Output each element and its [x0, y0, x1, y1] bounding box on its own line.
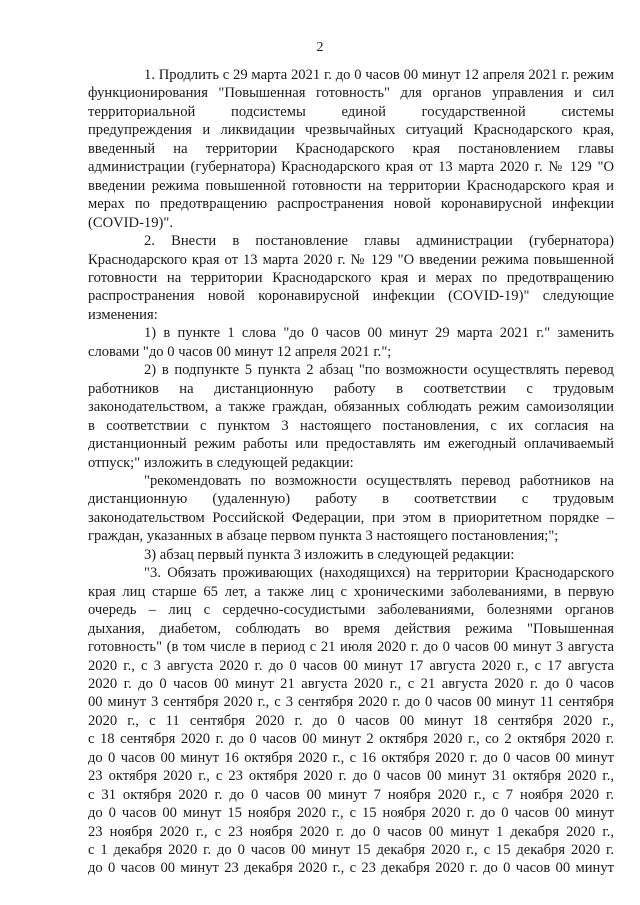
text-line: 23 октября 2020 г., с 23 октября 2020 г. до 0 часов 00 минут 31 октября 2020 г., [88, 768, 614, 785]
text-line: дистанционную (удаленную) работу в соответствии с трудовым [88, 491, 614, 508]
text-line: 2. Внести в постановление главы администрации (губернатора) [144, 233, 614, 250]
text-line: готовности на территории Краснодарского края и мерах по предотвращению [88, 269, 614, 286]
text-line: предупреждения и ликвидации чрезвычайных ситуаций Краснодарского края, [88, 122, 614, 139]
text-line: с 1 декабря 2020 г. до 0 часов 00 минут 15 декабря 2020 г., с 15 декабря 2020 г. [88, 842, 614, 859]
text-line: до 0 часов 00 минут 15 ноября 2020 г., с 15 ноября 2020 г. до 0 часов 00 минут [88, 805, 614, 822]
text-line: введении режима повышенной готовности на территории Краснодарского края и [88, 177, 614, 194]
text-line: законодательством Российской Федерации, при этом в приоритетном порядке – [88, 509, 614, 526]
text-line: (COVID-19)". [88, 214, 173, 231]
text-line: до 0 часов 00 минут 23 декабря 2020 г., с 23 декабря 2020 г. до 0 часов 00 минут [88, 860, 614, 877]
text-line: работников на дистанционную работу в соответствии с трудовым [88, 380, 614, 397]
page-number: 2 [316, 40, 324, 55]
text-line: граждан, указанных в абзаце первом пункта 3 настоящего постановления;"; [88, 528, 559, 545]
text-line: с 18 сентября 2020 г. до 0 часов 00 минут 2 октября 2020 г., со 2 октября 2020 г. [88, 731, 614, 748]
text-line: словами "до 0 часов 00 минут 12 апреля 2021 г."; [88, 343, 392, 360]
text-line: функционирования "Повышенная готовность" для органов управления и сил [88, 85, 614, 102]
text-line: "3. Обязать проживающих (находящихся) на территории Краснодарского [144, 565, 614, 582]
text-line: 23 ноября 2020 г., с 23 ноября 2020 г. до 0 часов 00 минут 1 декабря 2020 г., [88, 823, 614, 840]
text-line: до 0 часов 00 минут 16 октября 2020 г., с 16 октября 2020 г. до 0 часов 00 минут [88, 749, 614, 766]
text-line: 2020 г., с 3 августа 2020 г. до 0 часов 00 минут 17 августа 2020 г., с 17 августа [88, 657, 614, 674]
text-line: очередь – лиц с сердечно-сосудистыми заболеваниями, болезнями органов [88, 602, 614, 619]
text-line: отпуск;" изложить в следующей редакции: [88, 454, 354, 471]
text-line: 1) в пункте 1 слова "до 0 часов 00 минут 29 марта 2021 г." заменить [144, 325, 614, 342]
text-line: 1. Продлить с 29 марта 2021 г. до 0 часов 00 минут 12 апреля 2021 г. режим [144, 67, 614, 83]
text-line: введенный на территории Краснодарского края постановлением главы [88, 140, 614, 157]
text-line: 2) в подпункте 5 пункта 2 абзац "по возможности осуществлять перевод [144, 362, 614, 379]
text-line: в соответствии с пунктом 3 настоящего постановления, с их согласия на [88, 417, 614, 434]
text-line: готовность" (в том числе в период с 21 июля 2020 г. до 0 часов 00 минут 3 августа [88, 639, 614, 656]
text-line: 2020 г., с 11 сентября 2020 г. до 0 часов 00 минут 18 сентября 2020 г., [88, 712, 614, 729]
text-line: Краснодарского края от 13 марта 2020 г. № 129 "О введении режима повышенной [88, 251, 614, 268]
text-line: мерах по предотвращению распространения новой коронавирусной инфекции [88, 196, 614, 213]
text-line: законодательством, а также граждан, обязанных соблюдать режим самоизоляции [88, 399, 614, 416]
text-line: 00 минут 3 сентября 2020 г., с 3 сентября 2020 г. до 0 часов 00 минут 11 сентября [88, 694, 614, 711]
text-line: администрации (губернатора) Краснодарского края от 13 марта 2020 г. № 129 "О [88, 159, 614, 176]
text-line: дыхания, диабетом, соблюдать во время действия режима "Повышенная [88, 620, 614, 637]
text-line: территориальной подсистемы единой государственной системы [88, 103, 614, 120]
document-body [88, 66, 614, 878]
text-line: "рекомендовать по возможности осуществлять перевод работников на [144, 472, 614, 489]
text-line: дистанционный режим работы или предоставлять им ежегодный оплачиваемый [88, 436, 614, 453]
text-line: распространения новой коронавирусной инфекции (COVID-19)" следующие [88, 288, 614, 305]
text-line: изменения: [88, 306, 158, 323]
text-line: края лиц старше 65 лет, а также лиц с хроническими заболеваниями, в первую [88, 583, 614, 600]
text-line: с 31 октября 2020 г. до 0 часов 00 минут 7 ноября 2020 г., с 7 ноября 2020 г. [88, 786, 614, 803]
text-line: 3) абзац первый пункта 3 изложить в следующей редакции: [144, 546, 515, 563]
text-line: 2020 г. до 0 часов 00 минут 21 августа 2020 г., с 21 августа 2020 г. до 0 часов [88, 675, 614, 692]
